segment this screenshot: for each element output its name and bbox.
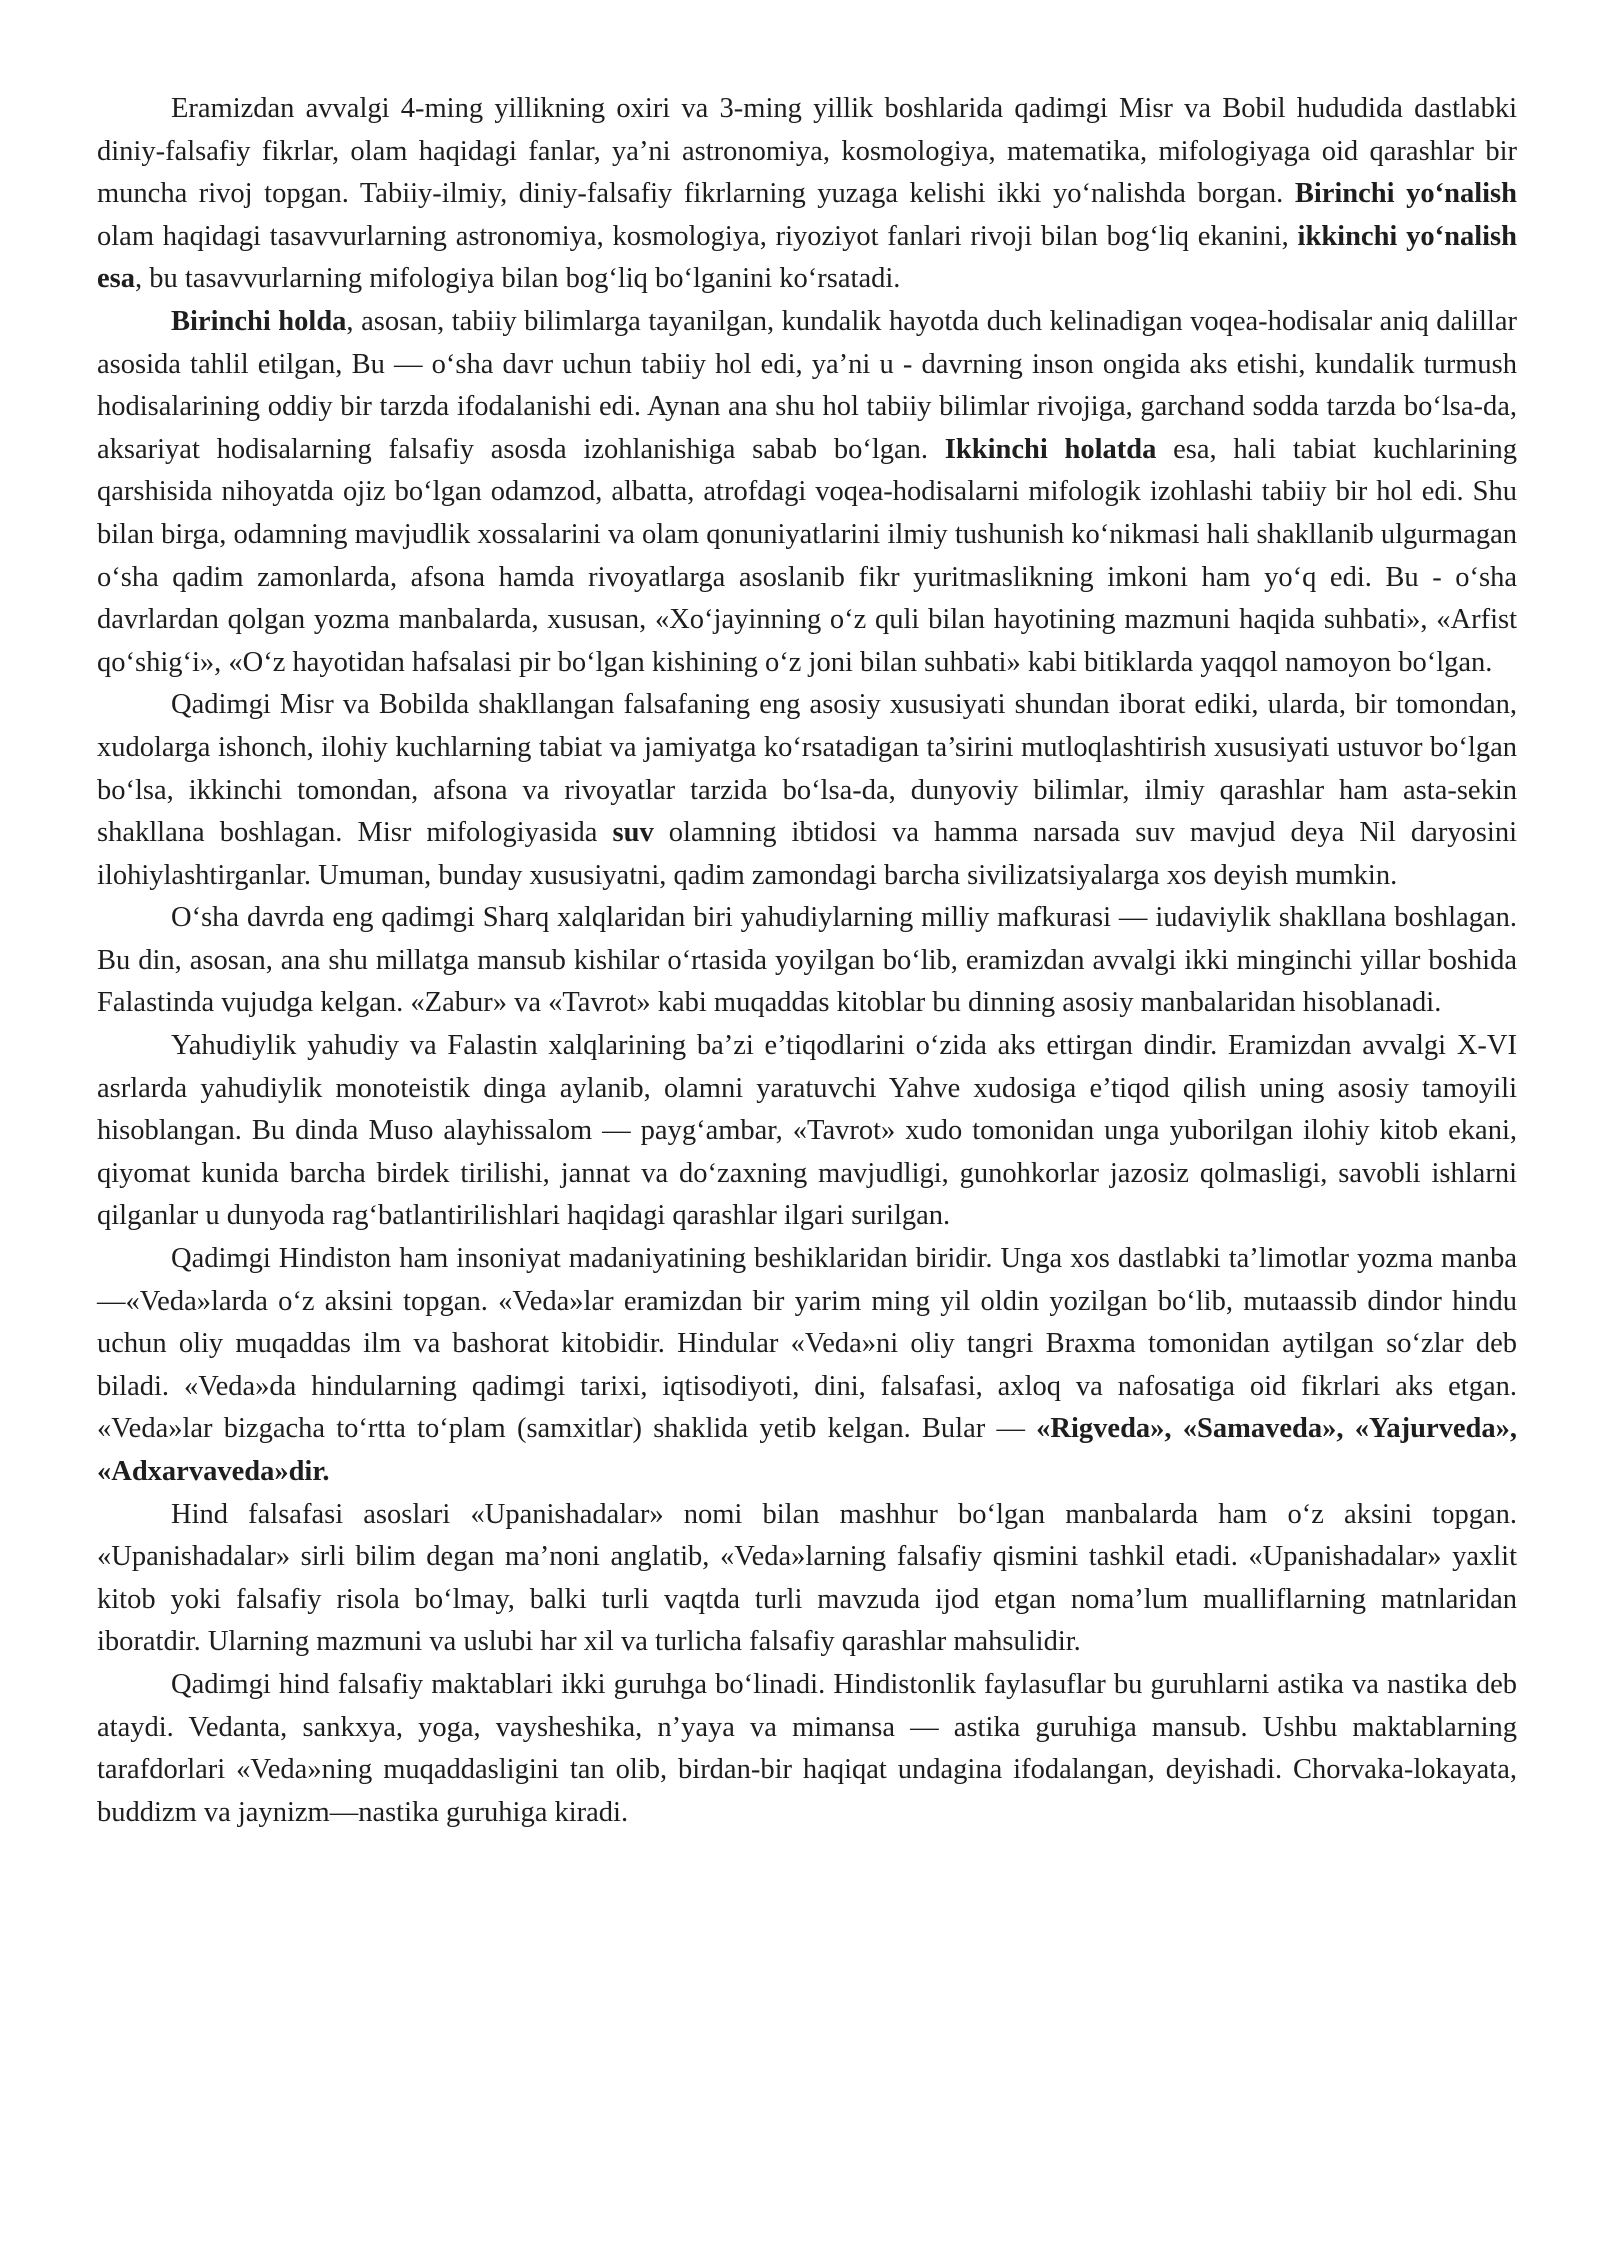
paragraph-6-bold-veda-list: «Rigveda», «Samaveda», «Yajurveda», «Adxarvaveda»dir. [97, 1413, 1517, 1487]
paragraph-2-bold-first-case: Birinchi holda [171, 305, 347, 337]
paragraph-4: O‘sha davrda eng qadimgi Sharq xalqlaridan biri yahudiylarning milliy mafkurasi — iudaviylik shakllana boshlagan. Bu din, asosan, ana shu millatga mansub kishilar o‘rtasida yoyilgan bo‘lib, eramizdan avvalgi ikki minginchi yillar boshida Falastinda vujudga kelgan. «Zabur» va «Tavrot» kabi muqaddas kitoblar bu dinning asosiy manbalaridan hisoblanadi. [97, 902, 1517, 1019]
paragraph-3-text-b: olamning ibtidosi va hamma narsada suv mavjud deya Nil daryosini ilohiylashtirganlar. Umuman, bunday xususiyatni, qadim zamondagi barcha sivilizatsiyalarga xos deyish mumkin. [97, 817, 1517, 891]
paragraph-5: Yahudiylik yahudiy va Falastin xalqlarining ba’zi e’tiqodlarini o‘zida aks ettirgan dindir. Eramizdan avvalgi X-VI asrlarda yahudiylik monoteistik dinga aylanib, olamni yaratuvchi Yahve xudosiga e’tiqod qilish uning asosiy tamoyili hisoblangan. Bu dinda Muso alayhissalom — payg‘ambar, «Tavrot» xudo tomonidan unga yuborilgan ilohiy kitob ekani, qiyomat kunida barcha birdek tirilishi, jannat va do‘zaxning mavjudligi, gunohkorlar jazosiz qolmasligi, savobli ishlarni qilganlar u dunyoda rag‘batlantirilishlari haqidagi qarashlar ilgari surilgan. [97, 1030, 1517, 1232]
paragraph-6 [97, 1238, 1517, 1494]
paragraph-8: Qadimgi hind falsafiy maktablari ikki guruhga bo‘linadi. Hindistonlik faylasuflar bu guruhlarni astika va nastika deb ataydi. Vedanta, sankxya, yoga, vaysheshika, n’yaya va mimansa — astika guruhiga mansub. Ushbu maktablarning tarafdorlari «Veda»ning muqaddasligini tan olib, birdan-bir haqiqat undagina ifodalangan, deyishadi. Chorvaka-lokayata, buddizm va jaynizm—nastika guruhiga kiradi. [97, 1668, 1517, 1828]
paragraph-7: Hind falsafasi asoslari «Upanishadalar» nomi bilan mashhur bo‘lgan manbalarda ham o‘z aksini topgan. «Upanishadalar» sirli bilim degan ma’noni anglatib, «Veda»larning falsafiy qismini tashkil etadi. «Upanishadalar» yaxlit kitob yoki falsafiy risola bo‘lmay, balki turli vaqtda turli mavzuda ijod etgan noma’lum mualliflarning matnlaridan iboratdir. Ularning mazmuni va uslubi har xil va turlicha falsafiy qarashlar mahsulidir. [97, 1498, 1517, 1658]
paragraph-2-text-b: esa, hali tabiat kuchlarining qarshisida nihoyatda ojiz bo‘lgan odamzod, albatta, atrofdagi voqea-hodisalarni mifologik izohlashi tabiiy bir hol edi. Shu bilan birga, odamning mavjudlik xossalarini va olam qonuniyatlarini ilmiy tushunish ko‘nikmasi hali shakllanib ulgurmagan o‘sha qadim zamonlarda, afsona hamda rivoyatlarga asoslanib fikr yuritmaslikning imkoni ham yo‘q edi. Bu - o‘sha davrlardan qolgan yozma manbalarda, xususan, «Xo‘jayinning o‘z quli bilan hayotining mazmuni haqida suhbati», «Arfist qo‘shig‘i», «O‘z hayotidan hafsalasi pir bo‘lgan kishining o‘z joni bilan suhbati» kabi bitiklarda yaqqol namoyon bo‘lgan. [97, 433, 1517, 678]
paragraph-1-text-d: , bu tasavvurlarning mifologiya bilan bog‘liq bo‘lganini ko‘rsatadi. [135, 263, 901, 295]
paragraph-2-text-a: , asosan, tabiiy bilimlarga tayanilgan, kundalik hayotda duch kelinadigan voqea-hodisalar aniq dalillar asosida tahlil etilgan, Bu — o‘sha davr uchun tabiiy hol edi, ya’ni u - davrning inson ongida aks etishi, kundalik turmush hodisalarining oddiy bir tarzda ifodalanishi edi. Aynan ana shu hol tabiiy bilimlar rivojiga, garchand sodda tarzda bo‘lsa-da, aksariyat hodisalarning falsafiy asosda izohlanishiga sabab bo‘lgan. [97, 305, 1517, 465]
paragraph-3-bold-water: suv [612, 817, 654, 849]
paragraph-1-bold-first-direction: Birinchi yo‘nalish [1294, 178, 1517, 210]
paragraph-2 [97, 301, 1517, 684]
paragraph-1-bold-second-direction: ikkinchi yo‘nalish esa [97, 220, 1517, 295]
paragraph-1-text-a: Eramizdan avvalgi 4-ming yillikning oxiri va 3-ming yillik boshlarida qadimgi Misr va Bobil hududida dastlabki diniy-falsafiy fikrlar, olam haqidagi fanlar, ya’ni astronomiya, kosmologiya, matematika, mifologiyaga oid qarashlar bir muncha rivoj topgan. Tabiiy-ilmiy, diniy-falsafiy fikrlarning yuzaga kelishi ikki yo‘nalishda borgan. [97, 93, 1517, 210]
paragraph-3 [97, 684, 1517, 897]
paragraph-2-bold-second-case: Ikkinchi holatda [944, 433, 1157, 465]
paragraph-1-text-c: olam haqidagi tasavvurlarning astronomiya, kosmologiya, riyoziyot fanlari rivoji bilan bog‘liq ekanini, [97, 220, 1298, 252]
document-body [97, 88, 1517, 1834]
paragraph-3-text-a: Qadimgi Misr va Bobilda shakllangan falsafaning eng asosiy xususiyati shundan iborat ediki, ularda, bir tomondan, xudolarga ishonch, ilohiy kuchlarning tabiat va jamiyatga ko‘rsatadigan ta’sirini mutloqlashtirish xususiyati ustuvor bo‘lgan bo‘lsa, ikkinchi tomondan, afsona va rivoyatlar tarzida bo‘lsa-da, dunyoviy bilimlar, ilmiy qarashlar ham asta-sekin shakllana boshlagan. Misr mifologiyasida [97, 689, 1517, 849]
paragraph-1 [97, 88, 1517, 301]
paragraph-6-text-a: Qadimgi Hindiston ham insoniyat madaniyatining beshiklaridan biridir. Unga xos dastlabki ta’limotlar yozma manba—«Veda»larda o‘z aksini topgan. «Veda»lar eramizdan bir yarim ming yil oldin yozilgan bo‘lib, mutaassib dindor hindu uchun oliy muqaddas ilm va bashorat kitobidir. Hindular «Veda»ni oliy tangri Braxma tomonidan aytilgan so‘zlar deb biladi. «Veda»da hindularning qadimgi tarixi, iqtisodiyoti, dini, falsafasi, axloq va nafosatiga oid fikrlari aks etgan. «Veda»lar bizgacha to‘rtta to‘plam (samxitlar) shaklida yetib kelgan. Bular — [97, 1243, 1517, 1445]
